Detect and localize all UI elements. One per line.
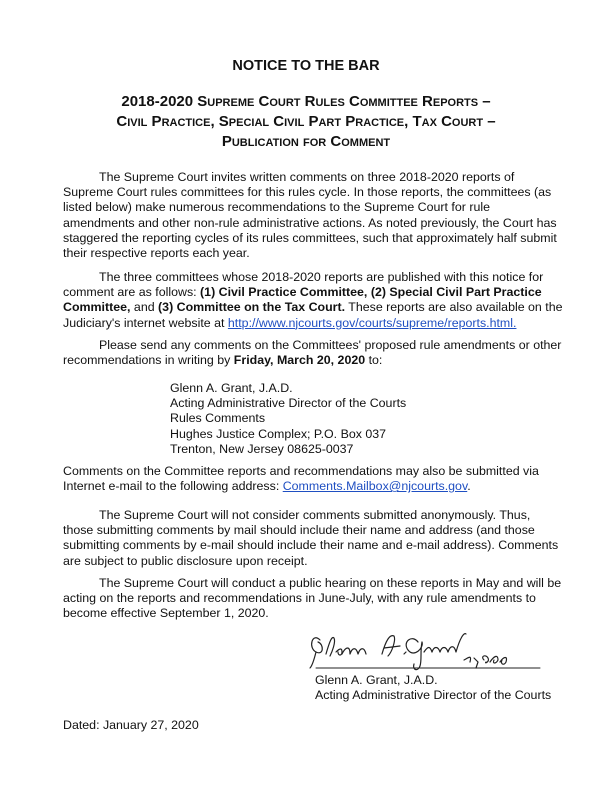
- title-line: Publication for Comment: [221, 133, 391, 150]
- email-lead: Comments on the Committee reports and recommendations may also be submitted via Internet e-mail to the following address:: [63, 464, 539, 494]
- email-link[interactable]: Comments.Mailbox@njcourts.gov: [282, 479, 468, 494]
- signature-image: [290, 618, 550, 678]
- deadline-tail: to:: [365, 353, 383, 368]
- address-line: Acting Administrative Director of the Courts: [170, 396, 407, 411]
- email-paragraph: [63, 464, 563, 494]
- deadline-paragraph: [63, 338, 563, 368]
- email-tail: .: [467, 479, 471, 494]
- title-line: 2018-2020 Supreme Court Rules Committee Reports –: [121, 93, 491, 110]
- tax-court-committee: (3) Committee on the Tax Court.: [158, 300, 346, 315]
- dated-line: Dated: January 27, 2020: [63, 718, 199, 732]
- hearing-paragraph: [63, 576, 563, 622]
- signer-name: Glenn A. Grant, J.A.D.: [315, 673, 438, 687]
- hearing-text: The Supreme Court will conduct a public hearing on these reports in May and will be acting on the reports and recommendations in June-July, with any rule amendments to become effective September 1, 2020.: [63, 576, 562, 621]
- committee-names: (1) Civil Practice Committee, (2) Special Civil Part Practice Committee,: [63, 285, 542, 315]
- signer-title: Acting Administrative Director of the Courts: [315, 688, 552, 703]
- committees-lead: The three committees whose 2018-2020 reports are published with this notice for comment are as follows:: [63, 270, 544, 300]
- mailing-address: [170, 381, 406, 457]
- reports-link[interactable]: http://www.njcourts.gov/courts/supreme/reports.html.: [227, 315, 517, 330]
- intro-paragraph: [63, 170, 563, 261]
- address-line: Hughes Justice Complex; P.O. Box 037: [170, 426, 387, 441]
- deadline-lead: Please send any comments on the Committees' proposed rule amendments or other recommendations in writing by: [63, 338, 562, 368]
- committees-tail: These reports are also available on the Judiciary's internet website at: [63, 300, 563, 330]
- document-title: [60, 92, 552, 152]
- deadline-date: Friday, March 20, 2020: [233, 353, 366, 368]
- signature-block: [315, 673, 551, 703]
- intro-text: The Supreme Court invites written comments on three 2018-2020 reports of Supreme Court rules committees for this rules cycle. In those reports, the committees (as listed below) make numerous recommendations to the Supreme Court for rule amendments and other non-rule administrative actions. As noted previously, the Court has staggered the reporting cycles of its rules committees, such that approximately half submit their respective reports each year.: [63, 170, 557, 261]
- anonymity-paragraph: [63, 508, 563, 569]
- title-line: Civil Practice, Special Civil Part Practice, Tax Court –: [116, 113, 496, 130]
- address-line: Trenton, New Jersey 08625-0037: [170, 441, 354, 456]
- address-line: Glenn A. Grant, J.A.D.: [170, 381, 293, 395]
- committees-paragraph: [63, 270, 563, 331]
- anonymity-text: The Supreme Court will not consider comments submitted anonymously. Thus, those submitting comments by mail should include their name and address (and those submitting comments by e-mail should include their name and e-mail address). Comments are subject to public disclosure upon receipt.: [63, 508, 559, 568]
- and-word: and: [130, 300, 159, 315]
- notice-heading: NOTICE TO THE BAR: [232, 58, 380, 74]
- address-line: Rules Comments: [170, 411, 266, 426]
